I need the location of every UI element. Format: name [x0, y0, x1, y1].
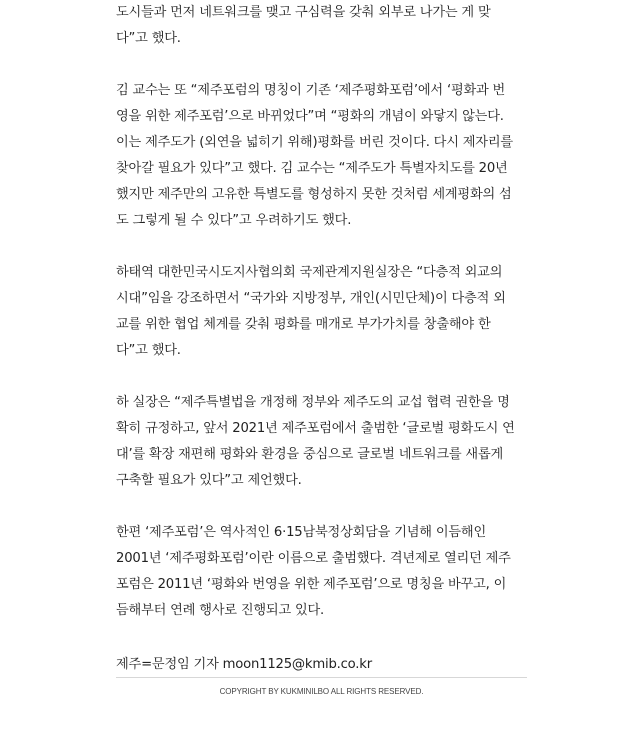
- paragraph-line: 찾아갈 필요가 있다”고 했다. 김 교수는 “제주도가 특별자치도를 20년: [116, 161, 508, 176]
- paragraph-line: 확히 규정하고, 앞서 2021년 제주포럼에서 출범한 ‘글로벌 평화도시 연: [116, 421, 515, 436]
- paragraph-line: 하 실장은 “제주특별법을 개정해 정부와 제주도의 교섭 협력 권한을 명: [116, 395, 510, 410]
- paragraph-line: 하태역 대한민국시도지사협의회 국제관계지원실장은 “다층적 외교의: [116, 265, 503, 280]
- footer-divider: [116, 677, 527, 678]
- paragraph-line: 2001년 ‘제주평화포럼’이란 이름으로 출범했다. 격년제로 열리던 제주: [116, 551, 511, 566]
- paragraph-line: 다”고 했다.: [116, 343, 181, 358]
- article-paragraph-4: [116, 390, 528, 494]
- paragraph-line: 도 그렇게 될 수 있다”고 우려하기도 했다.: [116, 213, 352, 228]
- paragraph-line: 듬해부터 연례 행사로 진행되고 있다.: [116, 603, 325, 618]
- paragraph-line: 했지만 제주만의 고유한 특별도를 형성하지 못한 것처럼 세계평화의 섬: [116, 187, 512, 202]
- article-paragraph-2: [116, 78, 528, 234]
- paragraph-line: 도시들과 먼저 네트워크를 맺고 구심력을 갖춰 외부로 나가는 게 맞: [116, 5, 491, 20]
- paragraph-line: 다”고 했다.: [116, 31, 181, 46]
- paragraph-line: 한편 ‘제주포럼’은 역사적인 6·15남북정상회담을 기념해 이듬해인: [116, 525, 486, 540]
- paragraph-line: 이는 제주도가 (외연을 넓히기 위해)평화를 버린 것이다. 다시 제자리를: [116, 135, 513, 150]
- article-body: [116, 0, 528, 624]
- article-paragraph-5: [116, 520, 528, 624]
- article-paragraph-1: [116, 0, 528, 52]
- paragraph-line: 구축할 필요가 있다”고 제언했다.: [116, 473, 302, 488]
- article-paragraph-3: [116, 260, 528, 364]
- paragraph-line: 김 교수는 또 “제주포럼의 명칭이 기존 ‘제주평화포럼’에서 ‘평화과 번: [116, 83, 506, 98]
- copyright-notice: COPYRIGHT BY KUKMINILBO ALL RIGHTS RESERVED.: [219, 687, 424, 696]
- paragraph-line: 대’를 확장 재편해 평화와 환경을 중심으로 글로벌 네트워크를 새롭게: [116, 447, 504, 462]
- article-byline: 제주=문정임 기자 moon1125@kmib.co.kr: [116, 657, 372, 672]
- paragraph-line: 영을 위한 제주포럼’으로 바뀌었다”며 “평화의 개념이 와닿지 않는다.: [116, 109, 504, 124]
- paragraph-line: 교를 위한 협업 체계를 갖춰 평화를 매개로 부가가치를 창출해야 한: [116, 317, 491, 332]
- paragraph-line: 시대”임을 강조하면서 “국가와 지방정부, 개인(시민단체)이 다층적 외: [116, 291, 506, 306]
- paragraph-line: 포럼은 2011년 ‘평화와 번영을 위한 제주포럼’으로 명칭을 바꾸고, 이: [116, 577, 507, 592]
